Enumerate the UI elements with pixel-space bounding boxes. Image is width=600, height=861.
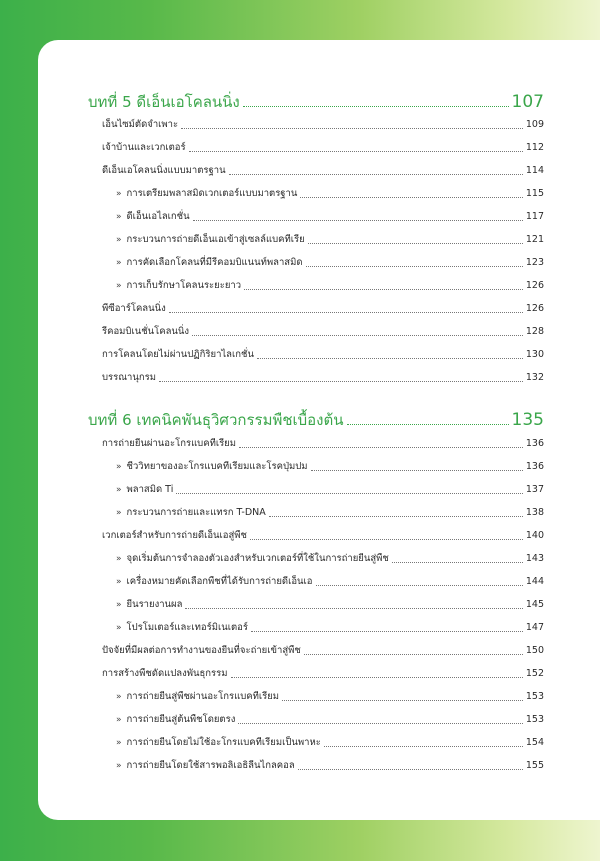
bullet-icon: » [116,577,122,587]
toc-entry[interactable] [102,139,544,155]
leader-dots [243,106,509,107]
entry-title: การเตรียมพลาสมิดเวกเตอร์แบบมาตรฐาน [126,188,298,199]
leader-dots [238,723,523,724]
entry-title: จุดเริ่มต้นการจำลองตัวเองสำหรับเวกเตอร์ที่ใช้ในการถ่ายยีนสู่พืช [126,553,389,564]
entry-title: เอ็นไซม์ตัดจำเพาะ [102,119,179,130]
entry-title: การถ่ายยีนโดยใช้สารพอลิเอธิลีนไกลคอล [126,760,295,771]
entry-page: 114 [525,165,544,176]
leader-dots [229,174,523,175]
entry-page: 150 [525,645,544,656]
leader-dots [269,516,523,517]
entry-title: เจ้าบ้านและเวกเตอร์ [102,142,186,153]
toc-subentry[interactable] [116,688,544,704]
bullet-icon: » [116,212,122,222]
leader-dots [257,358,523,359]
entry-title: การถ่ายยีนโดยไม่ใช้อะโกรแบคทีเรียมเป็นพาหะ [126,737,321,748]
toc-entry[interactable] [102,665,544,681]
entry-title: พีซีอาร์โคลนนิ่ง [102,303,166,314]
leader-dots [185,608,522,609]
leader-dots [392,562,523,563]
entry-page: 140 [525,530,544,541]
entry-title: การเก็บรักษาโคลนระยะยาว [126,280,242,291]
leader-dots [298,769,523,770]
entry-title: พลาสมิด Ti [126,484,174,495]
chapter-page: 135 [511,410,544,430]
chapter-page: 107 [511,92,544,112]
toc-subentry[interactable] [116,208,544,224]
leader-dots [251,631,523,632]
toc-entry[interactable] [102,346,544,362]
toc-subentry[interactable] [116,734,544,750]
toc-subentry[interactable] [116,185,544,201]
chapter-title: บทที่ 6 เทคนิคพันธุวิศวกรรมพืชเบื้องต้น [88,411,344,429]
entry-page: 138 [525,507,544,518]
entry-title: การถ่ายยีนผ่านอะโกรแบคทีเรียม [102,438,237,449]
toc-subentry[interactable] [116,711,544,727]
entry-page: 153 [525,714,544,725]
entry-page: 128 [525,326,544,337]
entry-page: 121 [525,234,544,245]
toc-subentry[interactable] [116,504,544,520]
toc-entry[interactable] [102,162,544,178]
toc-entry[interactable] [102,527,544,543]
chapter-heading[interactable] [88,406,544,430]
entry-page: 126 [525,280,544,291]
entry-page: 152 [525,668,544,679]
entry-title: บรรณานุกรม [102,372,156,383]
leader-dots [308,243,523,244]
toc-entry[interactable] [102,300,544,316]
leader-dots [244,289,523,290]
entry-title: การถ่ายยีนสู่ต้นพืชโดยตรง [126,714,236,725]
toc-subentry[interactable] [116,481,544,497]
toc-subentry[interactable] [116,277,544,293]
bullet-icon: » [116,485,122,495]
entry-title: ชีววิทยาของอะโกรแบคทีเรียมและโรคปุ่มปม [126,461,308,472]
toc-entry[interactable] [102,435,544,451]
entry-page: 137 [525,484,544,495]
entry-title: เวกเตอร์สำหรับการถ่ายดีเอ็นเอสู่พืช [102,530,248,541]
entry-title: ปัจจัยที่มีผลต่อการทำงานของยีนที่จะถ่ายเข้าสู่พืช [102,645,301,656]
entry-title: เครื่องหมายคัดเลือกพืชที่ได้รับการถ่ายดีเอ็นเอ [126,576,313,587]
entry-page: 126 [525,303,544,314]
leader-dots [231,677,523,678]
entry-page: 153 [525,691,544,702]
leader-dots [181,128,523,129]
chapter-title: บทที่ 5 ดีเอ็นเอโคลนนิ่ง [88,93,240,111]
bullet-icon: » [116,462,122,472]
leader-dots [347,424,509,425]
entry-page: 136 [525,438,544,449]
toc-subentry[interactable] [116,550,544,566]
toc-entry[interactable] [102,116,544,132]
bullet-icon: » [116,738,122,748]
toc-subentry[interactable] [116,231,544,247]
leader-dots [176,493,523,494]
entry-title: ยีนรายงานผล [126,599,183,610]
leader-dots [169,312,523,313]
leader-dots [282,700,523,701]
entry-page: 155 [525,760,544,771]
entry-title: การคัดเลือกโคลนที่มีรีคอมบิแนนท์พลาสมิด [126,257,303,268]
entry-page: 144 [525,576,544,587]
entry-page: 109 [525,119,544,130]
bullet-icon: » [116,235,122,245]
entry-title: ดีเอ็นเอไลเกชั่น [126,211,190,222]
leader-dots [324,746,523,747]
entry-title: การโคลนโดยไม่ผ่านปฏิกิริยาไลเกชั่น [102,349,254,360]
bullet-icon: » [116,189,122,199]
bullet-icon: » [116,623,122,633]
leader-dots [250,539,523,540]
entry-page: 123 [525,257,544,268]
entry-page: 145 [525,599,544,610]
bullet-icon: » [116,554,122,564]
leader-dots [300,197,522,198]
bullet-icon: » [116,600,122,610]
entry-page: 143 [525,553,544,564]
entry-title: การถ่ายยีนสู่พืชผ่านอะโกรแบคทีเรียม [126,691,280,702]
toc-subentry[interactable] [116,458,544,474]
entry-page: 115 [525,188,544,199]
toc-entry[interactable] [102,323,544,339]
leader-dots [193,220,523,221]
bullet-icon: » [116,281,122,291]
entry-title: รีคอมบิเนชั่นโคลนนิ่ง [102,326,190,337]
entry-page: 130 [525,349,544,360]
toc-subentry[interactable] [116,619,544,635]
entry-page: 154 [525,737,544,748]
leader-dots [159,381,523,382]
entry-title: การสร้างพืชดัดแปลงพันธุกรรม [102,668,228,679]
bullet-icon: » [116,508,122,518]
bullet-icon: » [116,715,122,725]
entry-page: 147 [525,622,544,633]
entry-page: 132 [525,372,544,383]
bullet-icon: » [116,761,122,771]
toc-subentry[interactable] [116,254,544,270]
leader-dots [189,151,523,152]
entry-title: กระบวนการถ่ายและแทรก T-DNA [126,507,266,518]
entry-title: ดีเอ็นเอโคลนนิ่งแบบมาตรฐาน [102,165,226,176]
bullet-icon: » [116,692,122,702]
toc-subentry[interactable] [116,596,544,612]
toc-page [38,40,600,820]
leader-dots [311,470,523,471]
leader-dots [304,654,523,655]
toc-subentry[interactable] [116,573,544,589]
leader-dots [192,335,523,336]
toc-subentry[interactable] [116,757,544,773]
chapter-heading[interactable] [88,88,544,112]
toc-entry[interactable] [102,369,544,385]
entry-page: 112 [525,142,544,153]
bullet-icon: » [116,258,122,268]
entry-title: โปรโมเตอร์และเทอร์มิเนเตอร์ [126,622,248,633]
leader-dots [306,266,523,267]
leader-dots [239,447,523,448]
entry-page: 136 [525,461,544,472]
entry-title: กระบวนการถ่ายดีเอ็นเอเข้าสู่เซลล์แบคทีเรีย [126,234,305,245]
entry-page: 117 [525,211,544,222]
leader-dots [316,585,523,586]
toc-entry[interactable] [102,642,544,658]
